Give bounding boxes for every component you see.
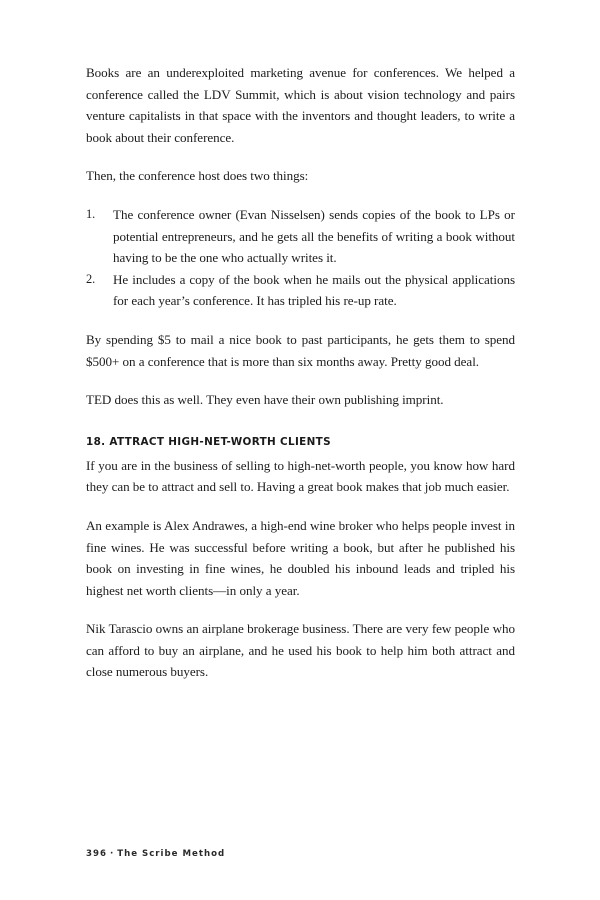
list-item-marker: 1. bbox=[86, 206, 96, 221]
paragraph-spending-math: By spending $5 to mail a nice book to past participants, he gets them to spend $500+ on a conference that is more than six months away. Pretty good deal. bbox=[86, 331, 515, 369]
list-item-text: He includes a copy of the book when he mails out the physical applications for each year’s conference. It has tripled his re-up rate. bbox=[113, 271, 515, 309]
list-item-marker: 2. bbox=[86, 271, 96, 286]
list-item bbox=[86, 269, 515, 312]
footer-page-number: 396 bbox=[86, 849, 107, 859]
paragraph-high-net-worth: If you are in the business of selling to high-net-worth people, you know how hard they can be to attract and sell to. Having a great book makes that job much easier. bbox=[86, 457, 515, 495]
footer-separator: · bbox=[109, 849, 115, 859]
page-footer bbox=[86, 849, 225, 859]
paragraph-wine-broker-example: An example is Alex Andrawes, a high-end wine broker who helps people invest in fine wines. He was successful before writing a book, but after he published his book on investing in fine wines, he doubled his inbound leads and tripled his highest net worth clients—in only a year. bbox=[86, 517, 515, 598]
paragraph-airplane-broker-example: Nik Tarascio owns an airplane brokerage business. There are very few people who can afford to buy an airplane, and he used his book to help him both attract and close numerous buyers. bbox=[86, 621, 515, 680]
paragraph-ted-example: TED does this as well. They even have their own publishing imprint. bbox=[86, 392, 444, 408]
numbered-list bbox=[86, 204, 515, 312]
paragraph-intro: Books are an underexploited marketing avenue for conferences. We helped a conference called the LDV Summit, which is about vision technology and pairs venture capitalists in that space with the inventors and thought leaders, to write a book about their conference. bbox=[86, 65, 515, 145]
list-item-text: The conference owner (Evan Nisselsen) sends copies of the book to LPs or potential entrepreneurs, and he gets all the benefits of writing a book without having to be the one who actually writes it. bbox=[113, 206, 515, 266]
section-heading: 18. ATTRACT HIGH-NET-WORTH CLIENTS bbox=[86, 435, 331, 448]
footer-book-title: The Scribe Method bbox=[117, 849, 226, 859]
list-item bbox=[86, 204, 515, 269]
paragraph-lead-in: Then, the conference host does two things: bbox=[86, 168, 309, 184]
